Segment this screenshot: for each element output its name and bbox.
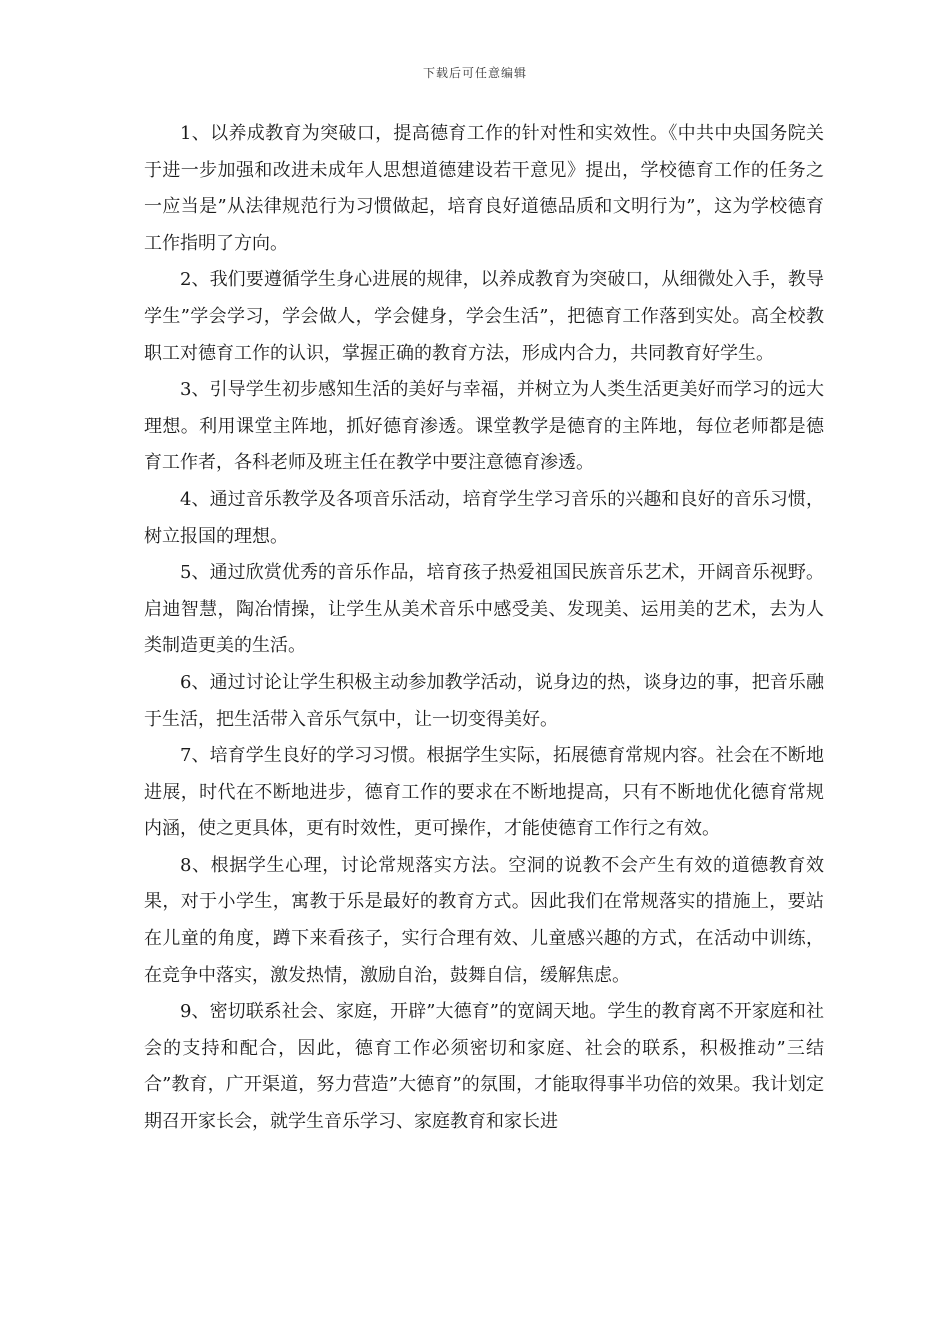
paragraph-2: 2、我们要遵循学生身心进展的规律，以养成教育为突破口，从细微处入手，教导学生”学会学习，学会做人，学会健身，学会生活”，把德育工作落到实处。高全校教职工对德育工作的认识，掌握正确的教育方法，形成内合力，共同教育好学生。 xyxy=(144,269,824,364)
paragraph-5: 5、通过欣赏优秀的音乐作品，培育孩子热爱祖国民族音乐艺术，开阔音乐视野。启迪智慧，陶冶情操，让学生从美术音乐中感受美、发现美、运用美的艺术，去为人类制造更美的生活。 xyxy=(144,562,824,657)
document-body xyxy=(144,116,824,1141)
paragraph-1: 1、以养成教育为突破口，提高德育工作的针对性和实效性。《中共中央国务院关于进一步加强和改进未成年人思想道德建设若干意见》提出，学校德育工作的任务之一应当是”从法律规范行为习惯做起，培育良好道德品质和文明行为”，这为学校德育工作指明了方向。 xyxy=(144,123,824,254)
paragraph-4: 4、通过音乐教学及各项音乐活动，培育学生学习音乐的兴趣和良好的音乐习惯，树立报国的理想。 xyxy=(144,488,824,547)
paragraph-3: 3、引导学生初步感知生活的美好与幸福，并树立为人类生活更美好而学习的远大理想。利用课堂主阵地，抓好德育渗透。课堂教学是德育的主阵地，每位老师都是德育工作者，各科老师及班主任在教学中要注意德育渗透。 xyxy=(144,379,824,474)
paragraph-9: 9、密切联系社会、家庭，开辟”大德育”的宽阔天地。学生的教育离不开家庭和社会的支持和配合，因此，德育工作必须密切和家庭、社会的联系，积极推动”三结合”教育，广开渠道，努力营造”大德育”的氛围，才能取得事半功倍的效果。我计划定期召开家长会，就学生音乐学习、家庭教育和家长进 xyxy=(144,1001,824,1133)
paragraph-6: 6、通过讨论让学生积极主动参加教学活动，说身边的热，谈身边的事，把音乐融于生活，把生活带入音乐气氛中，让一切变得美好。 xyxy=(144,671,824,730)
page-header: 下载后可任意编辑 xyxy=(422,66,527,80)
paragraph-8: 8、根据学生心理，讨论常规落实方法。空洞的说教不会产生有效的道德教育效果，对于小学生，寓教于乐是最好的教育方式。因此我们在常规落实的措施上，要站在儿童的角度，蹲下来看孩子，实行合理有效、儿童感兴趣的方式，在活动中训练，在竞争中落实，激发热情，激励自治，鼓舞自信，缓解焦虑。 xyxy=(144,854,824,986)
paragraph-7: 7、培育学生良好的学习习惯。根据学生实际，拓展德育常规内容。社会在不断地进展，时代在不断地进步，德育工作的要求在不断地提高，只有不断地优化德育常规内涵，使之更具体，更有时效性，更可操作，才能使德育工作行之有效。 xyxy=(144,745,824,840)
